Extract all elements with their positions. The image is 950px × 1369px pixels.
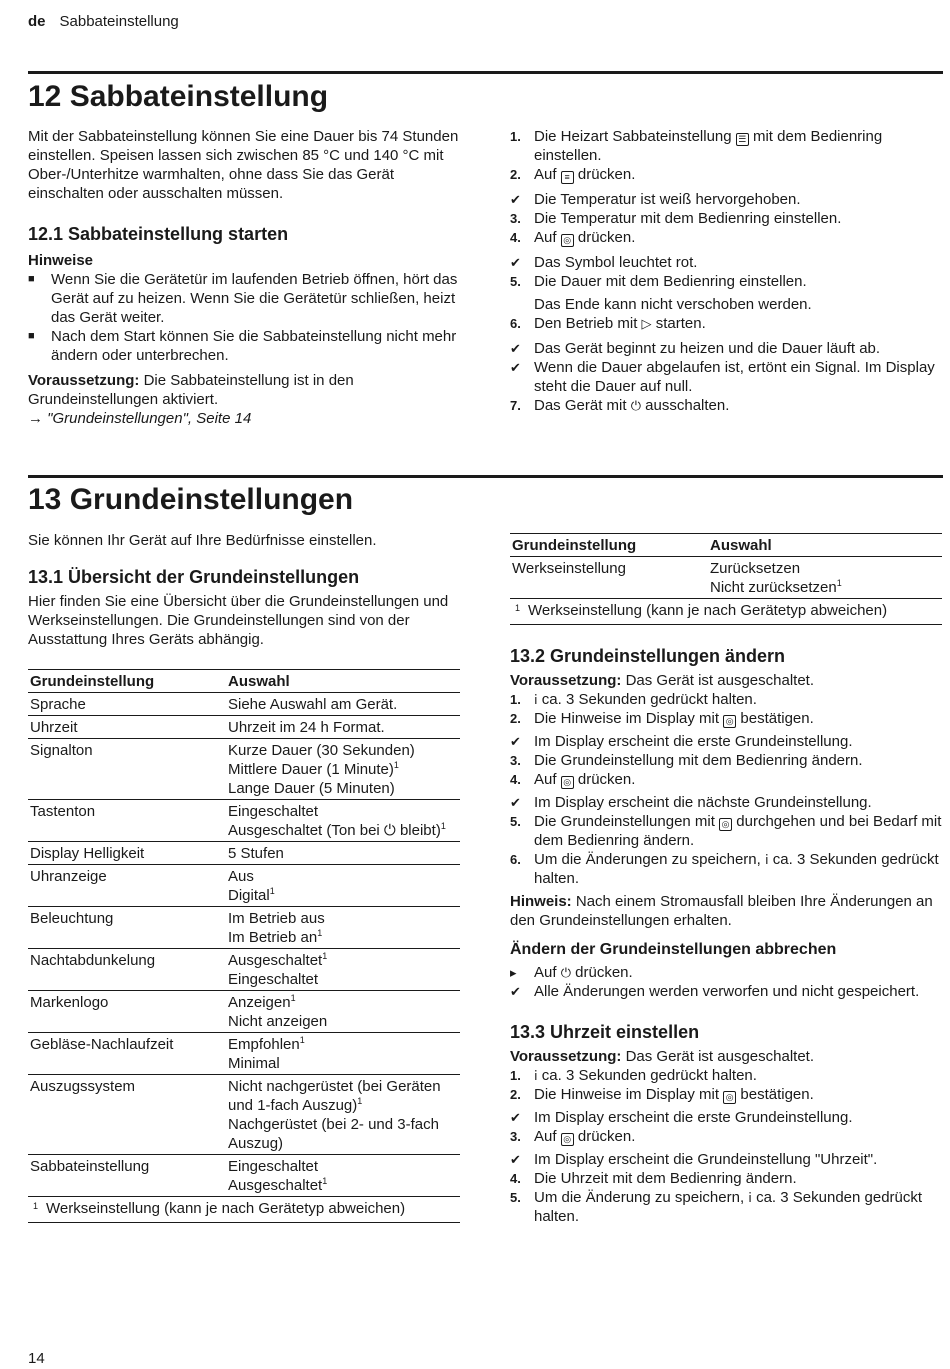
table-row (28, 1155, 460, 1197)
table-header: Grundeinstellung (28, 670, 226, 693)
table-footnote: 1 Werkseinstellung (kann je nach Gerätetyp abweichen) (28, 1197, 460, 1223)
info-icon: ⅰ (764, 852, 769, 867)
step: 3. Die Grundeinstellung mit dem Bedienring ändern. (510, 752, 863, 769)
setting-options (226, 1075, 460, 1155)
setting-name: Sabbateinstellung (28, 1155, 226, 1197)
abort-title: Ändern der Grundeinstellungen abbrechen (510, 941, 837, 958)
step: 4. Auf ◎ drücken. (510, 229, 636, 246)
setting-options (226, 1155, 460, 1197)
section-rule (28, 71, 943, 74)
setting-options (226, 1033, 460, 1075)
result: ✔ Alle Änderungen werden verworfen und nicht gespeichert. (510, 983, 920, 1000)
setting-options (226, 693, 460, 716)
setting-name: Werkseinstellung (510, 557, 708, 599)
setting-option: Siehe Auswahl am Gerät. (228, 696, 398, 713)
check-icon: ✔ (510, 1110, 521, 1125)
step: 4. Auf ◎ drücken. (510, 771, 636, 788)
table-row (28, 693, 460, 716)
setting-name: Markenlogo (28, 991, 226, 1033)
factory-table (510, 533, 942, 599)
setting-option: Ausgeschaltet$^1$ (228, 1176, 328, 1194)
hint: Hinweis: Nach einem Stromausfall bleiben Ihre Änderungen an den Grundeinstellungen erhalten. (510, 893, 933, 929)
prerequisite: Voraussetzung: Das Gerät ist ausgeschaltet. (510, 672, 815, 689)
setting-name: Tastenton (28, 800, 226, 842)
setting-option: Eingeschaltet (228, 1158, 319, 1175)
setting-option: Im Betrieb aus (228, 910, 325, 927)
setting-option: Nicht zurücksetzen$^1$ (710, 578, 842, 596)
setting-option: Lange Dauer (5 Minuten) (228, 780, 395, 797)
section-12-title: 12 Sabbateinstellung (28, 80, 329, 113)
setting-option: Anzeigen$^1$ (228, 993, 296, 1011)
step: 6. Um die Änderungen zu speichern, ⅰ ca. 3 Sekunden gedrückt halten. (510, 851, 939, 887)
table-row (28, 716, 460, 739)
section-13-left (28, 531, 460, 1223)
result: ✔ Die Temperatur ist weiß hervorgehoben. (510, 191, 801, 208)
ok-icon: ◎ (719, 818, 732, 831)
step: 4. Die Uhrzeit mit dem Bedienring ändern. (510, 1170, 797, 1187)
setting-option: Zurücksetzen (710, 560, 801, 577)
arrow-bullet-icon: ▸ (510, 965, 517, 980)
setting-name: Sprache (28, 693, 226, 716)
language-code: de (28, 13, 46, 30)
table-row (28, 907, 460, 949)
table-row (28, 739, 460, 800)
result: ✔ Im Display erscheint die erste Grundeinstellung. (510, 1109, 853, 1126)
setting-options (708, 557, 942, 599)
subsection-13-1-text: Hier finden Sie eine Übersicht über die Grundeinstellungen und Werkseinstellungen. Die Grundeinstellungen sind von der Ausstattung Ihres Geräts abhängig. (28, 593, 449, 648)
subsection-13-2-title: 13.2 Grundeinstellungen ändern (510, 646, 786, 666)
step: 1. Die Heizart Sabbateinstellung ☰ mit dem Bedienring einstellen. (510, 128, 883, 164)
step: 5. Um die Änderung zu speichern, ⅰ ca. 3 Sekunden gedrückt halten. (510, 1189, 923, 1225)
setting-options (226, 865, 460, 907)
table-row (28, 1033, 460, 1075)
step: 1. ⅰ ca. 3 Sekunden gedrückt halten. (510, 691, 757, 708)
setting-option: Eingeschaltet (228, 803, 319, 820)
page-number: 14 (28, 1350, 45, 1367)
setting-option: Minimal (228, 1055, 280, 1072)
check-icon: ✔ (510, 795, 521, 810)
step: 3. Die Temperatur mit dem Bedienring einstellen. (510, 210, 842, 227)
setting-options (226, 991, 460, 1033)
table-row (28, 842, 460, 865)
step: 7. Das Gerät mit ⏻ ausschalten. (510, 397, 730, 414)
section-13-intro: Sie können Ihr Gerät auf Ihre Bedürfnisse einstellen. (28, 532, 377, 549)
running-title: Sabbateinstellung (59, 13, 179, 30)
result: ✔ Im Display erscheint die Grundeinstellung "Uhrzeit". (510, 1151, 878, 1168)
table-row (28, 1075, 460, 1155)
setting-option: Ausgeschaltet (Ton bei ⏻ bleibt)$^1$ (228, 821, 446, 839)
power-icon: ⏻ (560, 965, 571, 980)
step-note: Das Ende kann nicht verschoben werden. (534, 296, 812, 313)
ok-icon: ◎ (561, 776, 574, 789)
step: 2. Auf ≡ drücken. (510, 166, 636, 183)
prerequisite: Voraussetzung: Das Gerät ist ausgeschaltet. (510, 1048, 815, 1065)
setting-option: Uhrzeit im 24 h Format. (228, 719, 385, 736)
subsection-12-1-title: 12.1 Sabbateinstellung starten (28, 224, 289, 244)
ok-icon: ◎ (561, 1133, 574, 1146)
section-12-steps (510, 127, 942, 415)
power-icon: ⏻ (630, 398, 641, 413)
check-icon: ✔ (510, 341, 521, 356)
table-header: Grundeinstellung (510, 534, 708, 557)
check-icon: ✔ (510, 734, 521, 749)
setting-name: Signalton (28, 739, 226, 800)
info-icon: ⅰ (534, 1068, 538, 1083)
play-icon: ▷ (641, 316, 652, 331)
setting-option: Aus (228, 868, 254, 885)
setting-options (226, 842, 460, 865)
setting-options (226, 800, 460, 842)
setting-option: Nachgerüstet (bei 2- und 3-fach Auszug) (228, 1116, 439, 1152)
setting-option: Kurze Dauer (30 Sekunden) (228, 742, 415, 759)
step: 5. Die Grundeinstellungen mit ◎ durchgehen und bei Bedarf mit dem Bedienring ändern. (510, 813, 942, 849)
ok-icon: ◎ (723, 1091, 736, 1104)
check-icon: ✔ (510, 192, 521, 207)
setting-option: Digital$^1$ (228, 886, 275, 904)
ok-icon: ◎ (723, 715, 736, 728)
setting-option: Im Betrieb $an^1$ (228, 928, 323, 946)
result: ✔ Das Gerät beginnt zu heizen und die Dauer läuft ab. (510, 340, 881, 357)
section-13-right (510, 533, 942, 1226)
setting-option: 5 Stufen (228, 845, 284, 862)
table-row (28, 991, 460, 1033)
table-row (28, 949, 460, 991)
note-item: ■ Nach dem Start können Sie die Sabbateinstellung nicht mehr ändern oder unterbrechen. (28, 328, 457, 364)
running-header (28, 12, 179, 31)
table-row (28, 865, 460, 907)
subsection-13-1-title: 13.1 Übersicht der Grundeinstellungen (28, 567, 360, 587)
check-icon: ✔ (510, 360, 521, 375)
setting-name: Uhranzeige (28, 865, 226, 907)
setting-option: Empfohlen$^1$ (228, 1035, 305, 1053)
step: 2. Die Hinweise im Display mit ◎ bestätigen. (510, 1086, 814, 1103)
table-header: Auswahl (226, 670, 460, 693)
info-icon: ⅰ (534, 692, 538, 707)
action-step: ▸ Auf ⏻ drücken. (510, 964, 633, 981)
setting-options (226, 739, 460, 800)
result: ✔ Das Symbol leuchtet rot. (510, 254, 698, 271)
setting-options (226, 907, 460, 949)
square-bullet-icon: ■ (28, 330, 35, 342)
table-header: Auswahl (708, 534, 942, 557)
section-rule (28, 475, 943, 478)
sabbath-icon: ☰ (736, 133, 749, 146)
setting-option: Ausgeschaltet$^1$ (228, 951, 328, 969)
step: 5. Die Dauer mit dem Bedienring einstellen. (510, 273, 807, 290)
notes-label: Hinweise (28, 252, 94, 269)
prerequisite: Voraussetzung: Die Sabbateinstellung ist in den Grundeinstellungen aktiviert. (28, 372, 354, 408)
ok-icon: ◎ (561, 234, 574, 247)
info-icon: ⅰ (748, 1190, 752, 1205)
setting-option: Nicht anzeigen (228, 1013, 328, 1030)
check-icon: ✔ (510, 255, 521, 270)
section-12-left (28, 127, 460, 428)
result: ✔ Wenn die Dauer abgelaufen ist, ertönt ein Signal. Im Display steht die Dauer auf null. (510, 359, 935, 395)
setting-name: Beleuchtung (28, 907, 226, 949)
setting-options (226, 716, 460, 739)
setting-option: Nicht nachgerüstet (bei Geräten und 1-fach Auszug)$^1$ (228, 1078, 441, 1114)
setting-name: Nachtabdunkelung (28, 949, 226, 991)
step: 3. Auf ◎ drücken. (510, 1128, 636, 1145)
setting-name: Gebläse-Nachlaufzeit (28, 1033, 226, 1075)
check-icon: ✔ (510, 984, 521, 999)
setting-name: Auszugssystem (28, 1075, 226, 1155)
result: ✔ Im Display erscheint die nächste Grundeinstellung. (510, 794, 872, 811)
setting-option: Eingeschaltet (228, 971, 319, 988)
setting-options (226, 949, 460, 991)
result: ✔ Im Display erscheint die erste Grundeinstellung. (510, 733, 853, 750)
setting-name: Display Helligkeit (28, 842, 226, 865)
cross-reference-link[interactable]: → "Grundeinstellungen", Seite 14 (28, 410, 252, 427)
square-bullet-icon: ■ (28, 273, 35, 285)
table-footnote: 1 Werkseinstellung (kann je nach Gerätetyp abweichen) (510, 599, 942, 625)
setting-name: Uhrzeit (28, 716, 226, 739)
section-13-title: 13 Grundeinstellungen (28, 483, 354, 516)
table-row (510, 557, 942, 599)
step: 1. ⅰ ca. 3 Sekunden gedrückt halten. (510, 1067, 757, 1084)
setting-option: Mittlere Dauer (1 Minute)$^1$ (228, 760, 399, 778)
note-item: ■ Wenn Sie die Gerätetür im laufenden Betrieb öffnen, hört das Gerät auf zu heizen. Wenn Sie die Gerätetür schließen, heizt das Gerät weiter. (28, 271, 458, 326)
step: 6. Den Betrieb mit ▷ starten. (510, 315, 706, 332)
section-12-intro: Mit der Sabbateinstellung können Sie eine Dauer bis 74 Stunden einstellen. Speisen lassen sich zwischen 85 °C und 140 °C mit Ober-/Unterhitze warmhalten, ohne dass Sie das Gerät einschalten oder ausschalten müssen. (28, 128, 459, 202)
check-icon: ✔ (510, 1152, 521, 1167)
subsection-13-3-title: 13.3 Uhrzeit einstellen (510, 1022, 700, 1042)
table-row (28, 800, 460, 842)
settings-table (28, 669, 460, 1197)
menu-icon: ≡ (561, 171, 574, 184)
step: 2. Die Hinweise im Display mit ◎ bestätigen. (510, 710, 814, 727)
